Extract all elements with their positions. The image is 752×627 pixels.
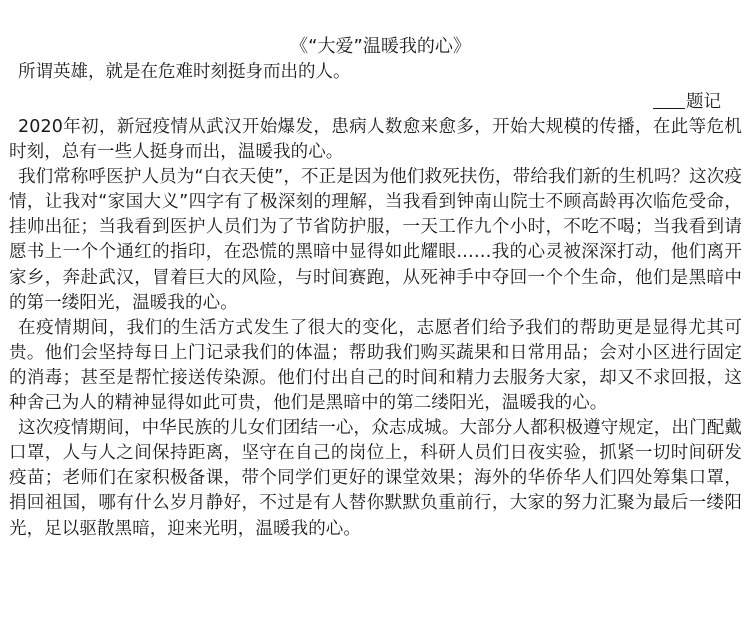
paragraph-3: 在疫情期间，我们的生活方式发生了很大的变化，志愿者们给予我们的帮助更是显得尤其可贵。他们会坚持每日上门记录我们的体温；帮助我们购买蔬果和日常用品；会对小区进行固定的消毒；甚至是帮忙接送传染源。他们付出自己的时间和精力去服务大家，却又不求回报，这种舍己为人的精神显得如此可贵，他们是黑暗中的第二缕阳光，温暖我的心。	[9, 317, 742, 414]
signoff-underline	[653, 90, 685, 109]
paragraph-1: 2020年初，新冠疫情从武汉开始爆发，患病人数愈来愈多，开始大规模的传播，在此等危机时刻，总有一些人挺身而出，温暖我的心。	[9, 117, 742, 163]
epigraph: 所谓英雄，就是在危难时刻挺身而出的人。	[18, 62, 351, 82]
essay-title: 《“大爱”温暖我的心》	[290, 36, 471, 57]
signoff-label: 题记	[686, 92, 721, 112]
epigraph-signoff	[9, 89, 742, 115]
paragraph-4: 这次疫情期间，中华民族的儿女们团结一心，众志成城。大部分人都积极遵守规定，出门配戴口罩，人与人之间保持距离，坚守在自己的岗位上，科研人员们日夜实验，抓紧一切时间研发疫苗；老师们在家积极备课，带个同学们更好的课堂效果；海外的华侨华人们四处筹集口罩，捐回祖国，哪有什么岁月静好，不过是有人替你默默负重前行，大家的努力汇聚为最后一缕阳光，足以驱散黑暗，迎来光明，温暖我的心。	[9, 418, 742, 539]
paragraph-2: 我们常称呼医护人员为“白衣天使”，不正是因为他们救死扶伤，带给我们新的生机吗？这次疫情，让我对“家国大义”四字有了极深刻的理解，当我看到钟南山院士不顾高龄再次临危受命，挂帅出征；当我看到医护人员们为了节省防护服，一天工作九个小时，不吃不喝；当我看到请愿书上一个个通红的指印，在恐慌的黑暗中显得如此耀眼……我的心灵被深深打动，他们离开家乡，奔赴武汉，冒着巨大的风险，与时间赛跑，从死神手中夺回一个个生命，他们是黑暗中的第一缕阳光，温暖我的心。	[9, 167, 742, 313]
